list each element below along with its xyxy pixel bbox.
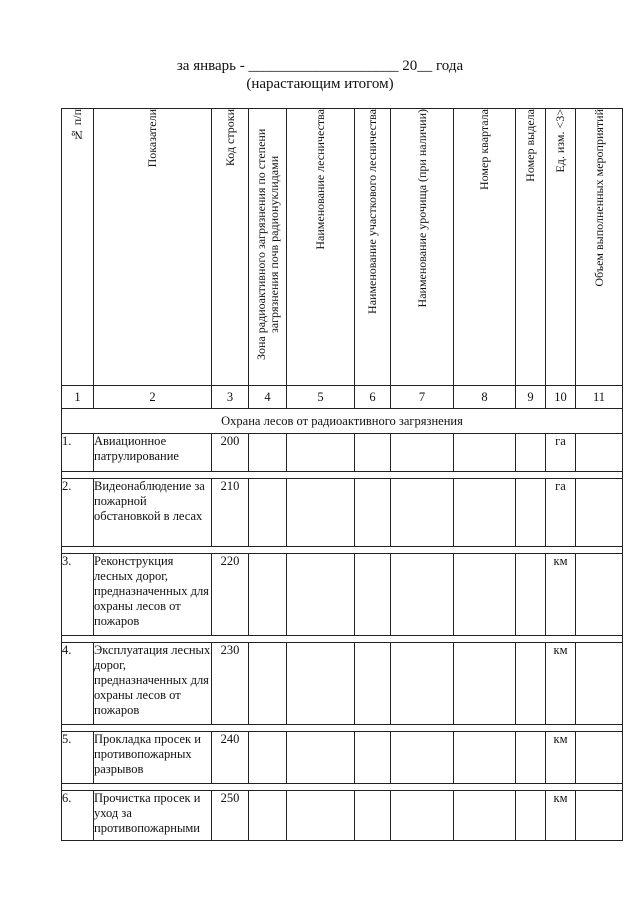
row-unit: км [546,643,576,725]
row-cell [355,554,391,636]
row-unit: га [546,479,576,547]
col-header-row-code: Код строки [212,109,249,386]
row-cell [454,479,516,547]
section-header-row [62,409,623,434]
row-cell [249,732,287,784]
table-row [62,732,623,784]
row-cell [516,732,546,784]
row-code: 250 [212,791,249,841]
col-header-tract: Наименование урочища (при наличии) [391,109,454,386]
table-row [62,479,623,547]
row-code: 220 [212,554,249,636]
row-cell [249,434,287,472]
row-cell [454,434,516,472]
row-index: 2. [62,479,94,547]
row-code: 240 [212,732,249,784]
row-cell [576,554,623,636]
row-code: 210 [212,479,249,547]
table-row [62,554,623,636]
column-number-row [62,386,623,409]
row-index: 4. [62,643,94,725]
row-indicator: Эксплуатация лесных дорог, предназначенных для охраны лесов от пожаров [94,643,212,725]
row-cell [287,479,355,547]
row-cell [454,732,516,784]
row-cell [287,732,355,784]
row-cell [391,643,454,725]
col-number: 9 [516,386,546,409]
row-cell [454,643,516,725]
row-cell [355,643,391,725]
row-cell [355,791,391,841]
col-header-volume: Объем выполненных мероприятий [576,109,623,386]
row-cell [249,554,287,636]
row-cell [516,791,546,841]
row-cell [287,791,355,841]
row-cell [391,479,454,547]
col-header-unit: Ед. изм. <3> [546,109,576,386]
row-cell [249,479,287,547]
table-row [62,791,623,841]
row-cell [576,479,623,547]
row-index: 5. [62,732,94,784]
row-cell [391,434,454,472]
row-cell [454,554,516,636]
row-indicator: Реконструкция лесных дорог, предназначенных для охраны лесов от пожаров [94,554,212,636]
row-indicator: Авиационное патрулирование [94,434,212,472]
col-header-forestry: Наименование лесничества [287,109,355,386]
report-subtitle: (нарастающим итогом) [246,76,394,92]
col-number: 3 [212,386,249,409]
col-number: 6 [355,386,391,409]
col-header-district-forestry: Наименование участкового лесничества [355,109,391,386]
row-cell [576,434,623,472]
col-header-quarter-number: Номер квартала [454,109,516,386]
row-cell [355,479,391,547]
col-number: 5 [287,386,355,409]
column-header-row [62,109,623,386]
row-cell [355,434,391,472]
table-row [62,434,623,472]
col-number: 4 [249,386,287,409]
row-unit: га [546,434,576,472]
col-number: 1 [62,386,94,409]
row-index: 3. [62,554,94,636]
row-index: 1. [62,434,94,472]
row-cell [287,434,355,472]
row-cell [249,643,287,725]
row-cell [576,732,623,784]
col-number: 7 [391,386,454,409]
row-code: 230 [212,643,249,725]
row-unit: км [546,554,576,636]
row-code: 200 [212,434,249,472]
col-number: 2 [94,386,212,409]
row-index: 6. [62,791,94,841]
row-indicator: Прочистка просек и уход за противопожарными [94,791,212,841]
row-cell [516,479,546,547]
row-cell [516,643,546,725]
row-cell [287,643,355,725]
row-cell [576,791,623,841]
col-number: 11 [576,386,623,409]
row-cell [249,791,287,841]
col-number: 10 [546,386,576,409]
table-row [62,643,623,725]
col-header-indicators: Показатели [94,109,212,386]
col-header-contamination-zone: Зона радиоактивного загрязнения по степени загрязнения почв радионуклидами [249,109,287,386]
row-cell [391,732,454,784]
row-cell [576,643,623,725]
report-table [61,108,623,841]
report-period-line: за январь - ____________________ 20__ года [176,58,464,74]
row-cell [454,791,516,841]
row-unit: км [546,791,576,841]
col-header-plot-number: Номер выдела [516,109,546,386]
col-header-number: № п/п [62,109,94,386]
section-title: Охрана лесов от радиоактивного загрязнения [62,409,623,434]
row-indicator: Видеонаблюдение за пожарной обстановкой в лесах [94,479,212,547]
row-cell [355,732,391,784]
row-unit: км [546,732,576,784]
row-cell [391,554,454,636]
row-indicator: Прокладка просек и противопожарных разрывов [94,732,212,784]
row-cell [391,791,454,841]
row-cell [287,554,355,636]
col-number: 8 [454,386,516,409]
row-cell [516,554,546,636]
row-cell [516,434,546,472]
